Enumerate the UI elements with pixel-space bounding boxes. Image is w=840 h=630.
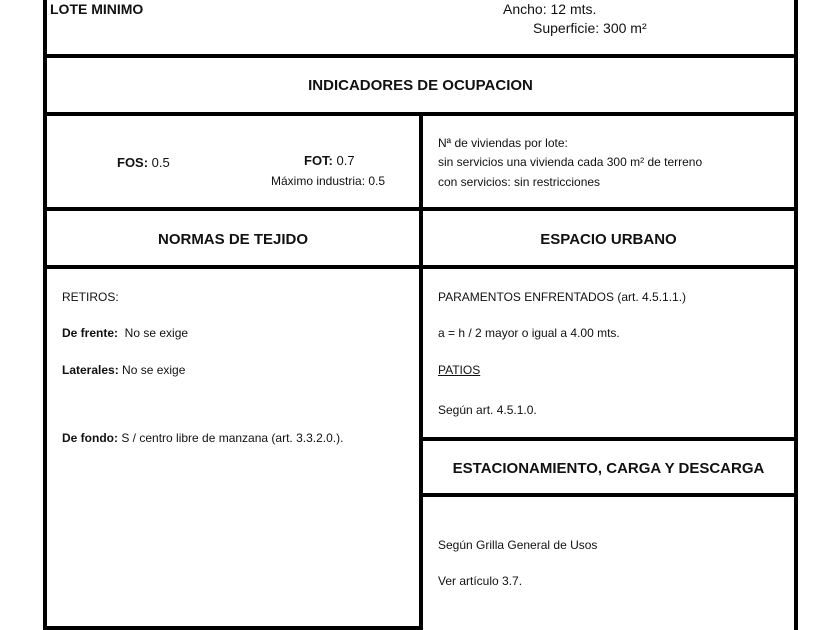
table-border-left	[43, 0, 47, 630]
fot-value: 0.7	[332, 153, 355, 168]
fondo-value: S / centro libre de manzana (art. 3.3.2.0.).	[118, 431, 344, 445]
retiro-laterales	[62, 363, 185, 377]
paramentos-formula: a = h / 2 mayor o igual a 4.00 mts.	[438, 326, 620, 340]
espacio-urbano-title: ESPACIO URBANO	[540, 231, 677, 248]
fos-cell	[117, 155, 170, 170]
fot-label: FOT:	[304, 153, 333, 168]
frente-label: De frente:	[62, 326, 119, 340]
laterales-value: No se exige	[118, 363, 186, 377]
table-border-right	[794, 0, 798, 630]
lote-ancho: Ancho: 12 mts.	[503, 1, 597, 17]
laterales-label: Laterales:	[62, 363, 119, 377]
row-divider-3	[43, 207, 798, 211]
estacionamiento-articulo: Ver artículo 3.7.	[438, 574, 523, 588]
row-divider-4	[43, 265, 798, 269]
lote-superficie: Superficie: 300 m²	[533, 20, 647, 36]
column-divider	[419, 114, 423, 630]
viviendas-title: Nª de viviendas por lote:	[438, 136, 568, 150]
fos-value: 0.5	[148, 155, 170, 170]
fos-label: FOS:	[117, 155, 149, 170]
max-industria: Máximo industria: 0.5	[271, 174, 386, 188]
row-divider-6	[421, 493, 798, 497]
estacionamiento-grilla: Según Grilla General de Usos	[438, 538, 598, 552]
viviendas-sin-servicios: sin servicios una vivienda cada 300 m² de terreno	[438, 155, 703, 169]
normas-tejido-title: NORMAS DE TEJIDO	[157, 231, 308, 248]
viviendas-con-servicios: con servicios: sin restricciones	[438, 175, 601, 189]
indicadores-title: INDICADORES DE OCUPACION	[308, 77, 533, 94]
retiro-fondo	[62, 431, 343, 445]
fondo-label: De fondo:	[62, 431, 118, 445]
row-divider-2	[43, 112, 798, 116]
patios-segun: Según art. 4.5.1.0.	[438, 403, 537, 417]
row-divider-1	[43, 54, 798, 58]
retiros-label: RETIROS:	[62, 290, 119, 304]
row-divider-5	[421, 437, 798, 441]
table-border-bottom	[43, 626, 423, 630]
estacionamiento-title: ESTACIONAMIENTO, CARGA Y DESCARGA	[452, 460, 765, 477]
paramentos-enfrentados: PARAMENTOS ENFRENTADOS (art. 4.5.1.1.)	[438, 290, 687, 304]
retiro-frente	[62, 326, 188, 340]
lote-minimo-label: LOTE MINIMO	[50, 1, 144, 17]
frente-value: No se exige	[118, 326, 189, 340]
fot-cell	[304, 153, 355, 168]
patios-heading: PATIOS	[438, 363, 481, 377]
